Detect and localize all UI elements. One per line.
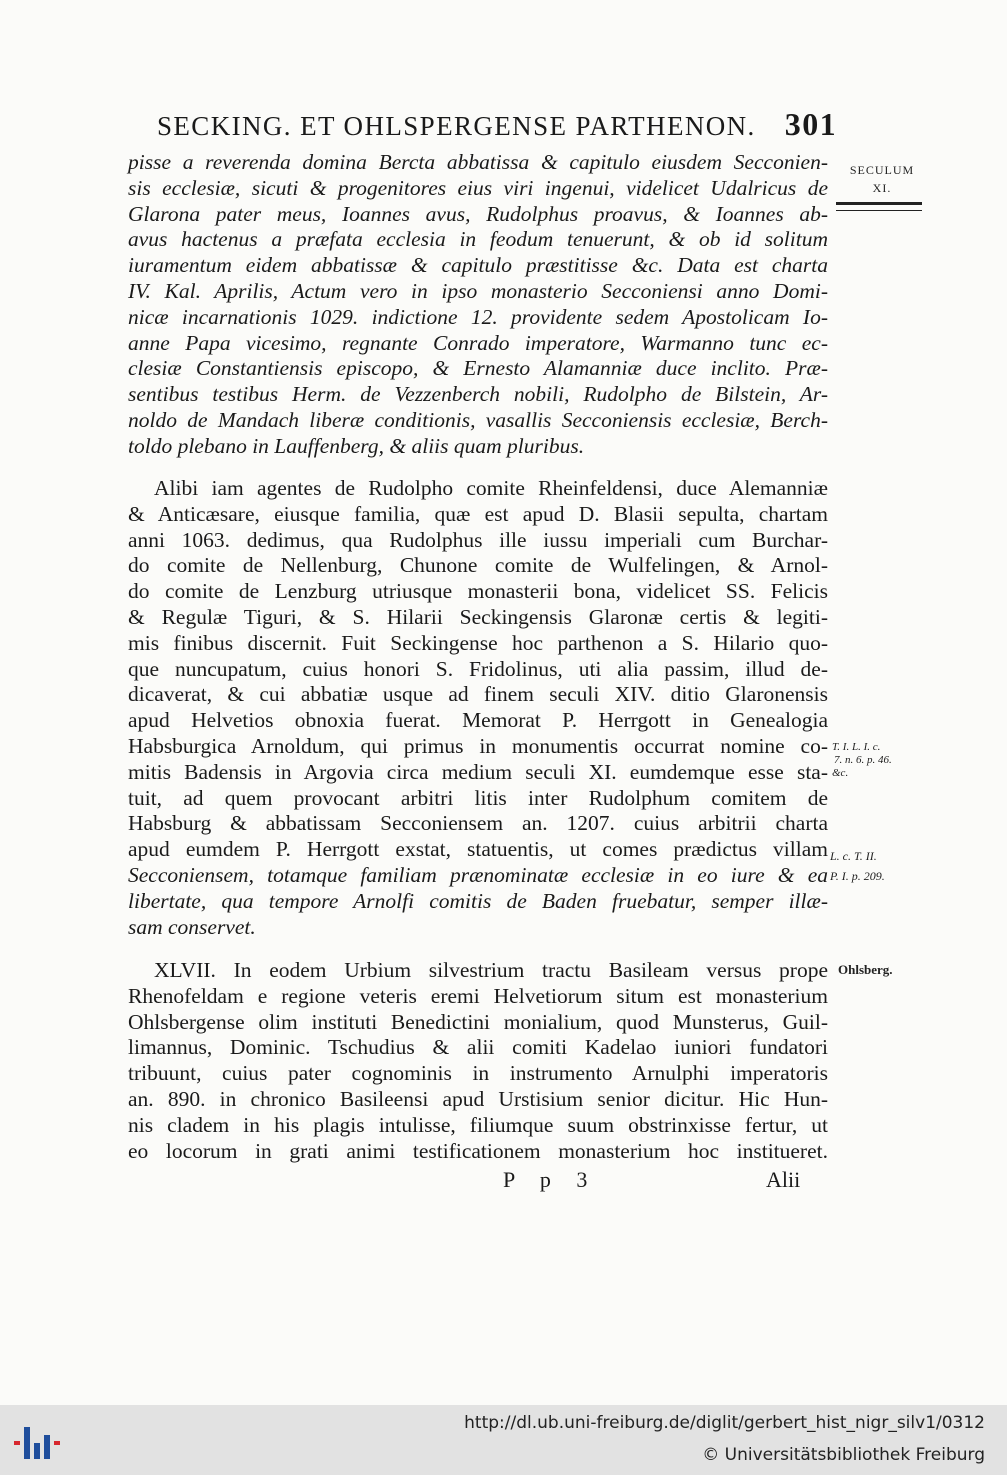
text-line: eo locorum in grati animi testificationem monasterium hoc institueret. [128, 1138, 828, 1163]
text-line: IV. Kal. Aprilis, Actum vero in ipso monasterio Secconiensi anno Domi- [128, 278, 828, 303]
text-line: sam conservet. [128, 914, 256, 939]
text-line: tribuunt, cuius pater cognominis in instrumento Arnulphi imperatoris [128, 1061, 828, 1086]
text-line: Glarona pater meus, Ioannes avus, Rudolphus proavus, & Ioannes ab- [128, 201, 828, 226]
text-line: & Anticæsare, eiusque familia, quæ est apud D. Blasii sepulta, chartam [128, 501, 828, 526]
margin-note-ohlsberg: Ohlsberg. [838, 962, 893, 977]
text-line: toldo plebano in Lauffenberg, & aliis quam pluribus. [128, 433, 585, 458]
text-line: avus hactenus a præfata ecclesia in feodum tenuerunt, & ob id solitum [128, 227, 828, 252]
text-line: do comite de Lenzburg utriusque monasterii bona, videlicet SS. Felicis [128, 579, 828, 604]
text-line: Habsburg & abbatissam Secconiensem an. 1207. cuius arbitrii charta [128, 811, 828, 836]
reference-line: P. I. p. 209. [830, 869, 885, 883]
paragraph-2 [128, 476, 828, 940]
margin-note-reference-2 [830, 846, 885, 886]
saeculum-label: SECULUM [849, 163, 915, 177]
text-line: do comite de Nellenburg, Chunone comite de Wulfelingen, & Arnol- [128, 553, 828, 578]
copyright-notice: © Universitätsbibliothek Freiburg [702, 1445, 985, 1465]
text-line: nicæ incarnationis 1029. indictione 12. providente sedem Apostolicam Io- [128, 304, 828, 329]
text-line: pisse a reverenda domina Bercta abbatissa & capitulo eiusdem Secconien- [128, 150, 828, 174]
footer-bar [0, 1405, 1007, 1475]
ub-freiburg-logo-icon[interactable] [12, 1421, 62, 1461]
running-title: SECKING. ET OHLSPERGENSE PARTHENON. [157, 111, 756, 141]
saeculum-number: XI. [872, 181, 892, 195]
running-header [157, 106, 837, 143]
reference-line: &c. [832, 767, 849, 779]
page-url-link[interactable]: http://dl.ub.uni-freiburg.de/diglit/gerbert_hist_nigr_silv1/0312 [464, 1413, 985, 1433]
paragraph-3 [128, 958, 828, 1164]
margin-rule [836, 202, 922, 211]
reference-line: L. c. T. II. [830, 849, 877, 863]
text-line: Rhenofeldam e regione veteris eremi Helvetiorum situm est monasterium [128, 983, 828, 1008]
text-line: noldo de Mandach liberæ conditionis, vasallis Secconiensis ecclesiæ, Berch- [128, 407, 828, 432]
reference-line: T. I. L. I. c. [832, 741, 881, 753]
text-line: mis finibus discernit. Fuit Seckingense hoc parthenon a S. Hilario quo- [128, 630, 828, 655]
text-line: anni 1063. dedimus, qua Rudolphus ille iussu imperiali cum Burchar- [128, 527, 828, 552]
catchword: Alii [766, 1167, 801, 1192]
text-line: anne Papa vicesimo, regnante Conrado imperatore, Warmanno tunc ec- [128, 330, 828, 355]
text-line: XLVII. In eodem Urbium silvestrium tractu Basileam versus prope [154, 958, 828, 982]
text-line: limannus, Dominic. Tschudius & alii comiti Kadelao iuniori fundatori [128, 1035, 828, 1060]
text-line: que nuncupatum, cuius honori S. Fridolinus, uti alia passim, illud de- [128, 656, 828, 681]
text-line: tuit, ad quem provocant arbitri litis inter Rudolphum comitem de [128, 785, 828, 810]
text-line: Ohlsbergense olim instituti Benedictini monialium, quod Munsterus, Guil- [128, 1009, 828, 1034]
margin-note-saeculum [842, 161, 922, 197]
reference-line: 7. n. 6. p. 46. [834, 754, 892, 766]
text-line: Habsburgica Arnoldum, qui primus in monumentis occurrat nomine co- [128, 733, 828, 758]
text-line: libertate, qua tempore Arnolfi comitis de Baden fruebatur, semper illæ- [128, 888, 828, 913]
text-line: Secconiensem, totamque familiam prænominatæ ecclesiæ in eo iure & ea [128, 862, 828, 887]
text-line: dicaverat, & cui abbatiæ usque ad finem seculi XIV. ditio Glaronensis [128, 682, 828, 707]
text-line: an. 890. in chronico Basileensi apud Urstisium senior dicitur. Hic Hun- [128, 1086, 828, 1111]
paragraph-1 [128, 150, 828, 460]
text-line: iuramentum eidem abbatissæ & capitulo præstitisse &c. Data est charta [128, 253, 828, 278]
text-line: apud eumdem P. Herrgott exstat, statuentis, ut comes prædictus villam [128, 837, 828, 862]
text-line: sis ecclesiæ, sicuti & progenitores eius viri ingenui, videlicet Udalricus de [128, 175, 828, 200]
text-line: nis cladem in his plagis intulisse, filiumque suum obstrinxisse fertur, ut [128, 1112, 828, 1137]
text-line: clesiæ Constantiensis episcopo, & Ernesto Alamanniæ duce inclito. Præ- [128, 356, 828, 381]
margin-note-reference-1 [832, 741, 892, 780]
text-line: Alibi iam agentes de Rudolpho comite Rheinfeldensi, duce Alemanniæ [154, 476, 828, 500]
text-line: mitis Badensis in Argovia circa medium seculi XI. eumdemque esse sta- [128, 759, 828, 784]
text-line: sentibus testibus Herm. de Vezzenberch nobili, Rudolpho de Bilstein, Ar- [128, 382, 828, 407]
signature-mark: P p 3 [503, 1167, 598, 1192]
page-number: 301 [784, 106, 837, 142]
text-line: apud Helvetios obnoxia fuerat. Memorat P. Herrgott in Genealogia [128, 708, 828, 733]
text-line: & Regulæ Tiguri, & S. Hilarii Seckingensis Glaronæ certis & legiti- [128, 604, 828, 629]
